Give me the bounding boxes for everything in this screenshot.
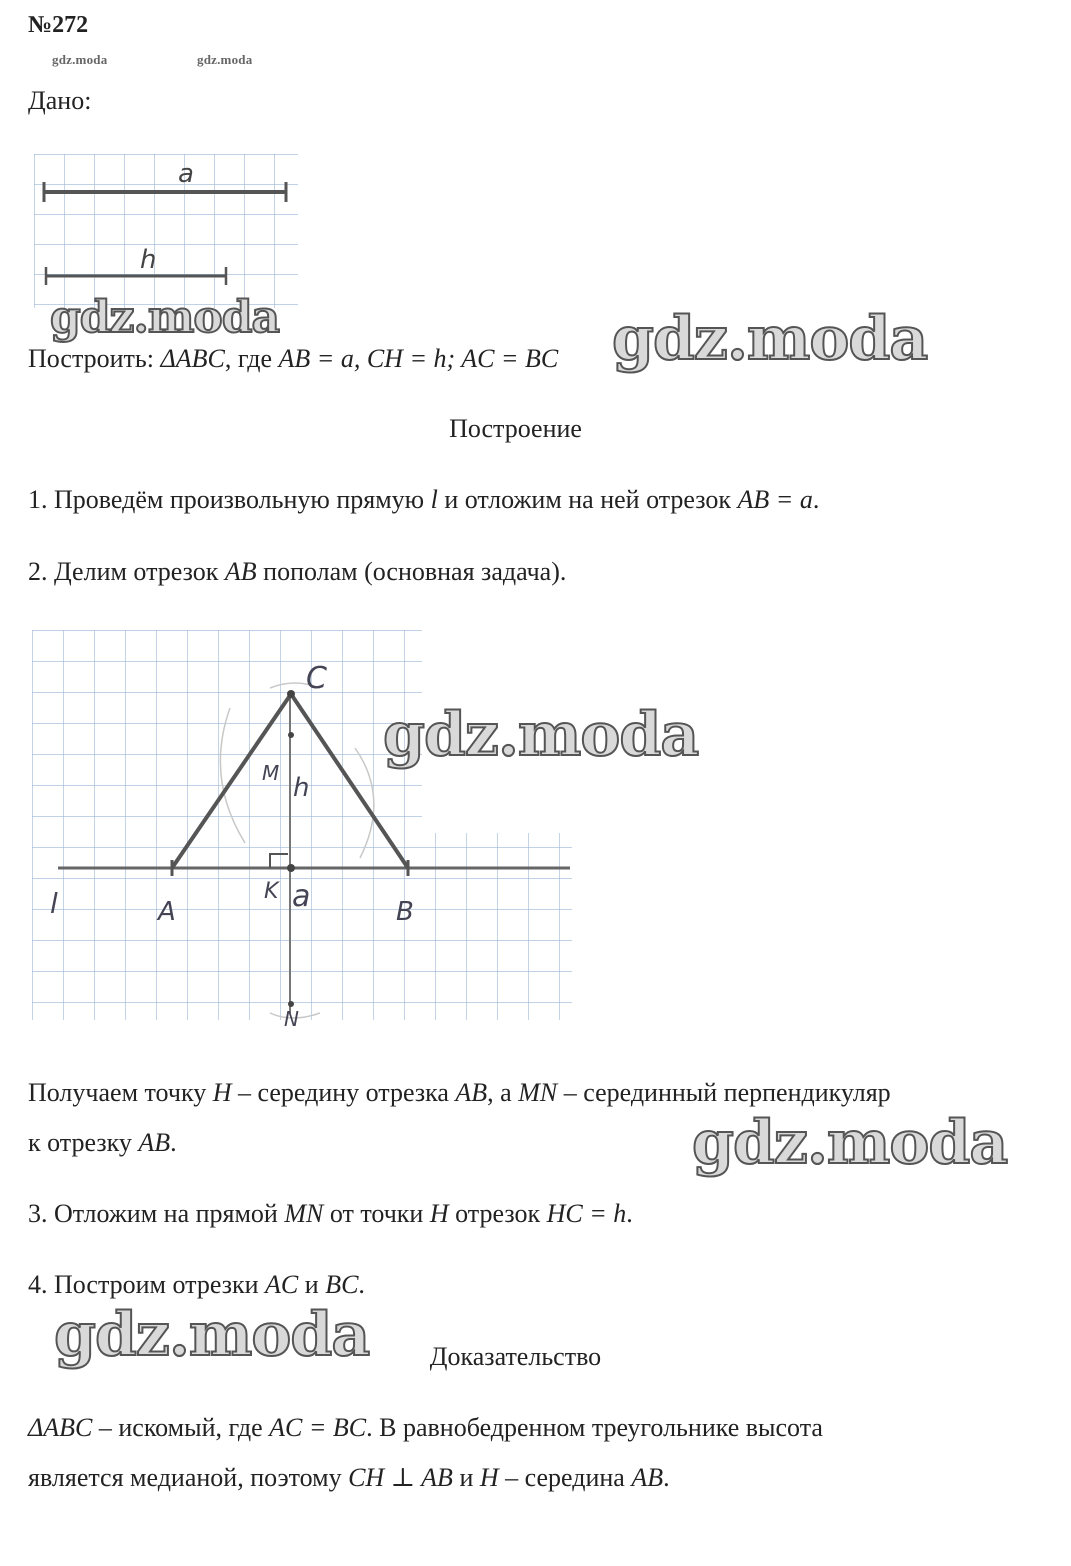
step-1: 1. Проведём произвольную прямую l и отложим на ней отрезок AB = a. (28, 485, 820, 514)
result-line-2: к отрезку AB. (28, 1128, 177, 1157)
watermark: gdz.moda (383, 700, 699, 770)
given-figure (30, 150, 300, 310)
label-a-point: A (158, 897, 176, 927)
step-4: 4. Построим отрезки AC и BC. (28, 1270, 365, 1299)
label-a: a (178, 159, 194, 189)
label-a-segment: a (292, 879, 311, 914)
label-c: C (306, 661, 327, 696)
task-prefix: Построить: (28, 344, 161, 373)
label-b: B (396, 897, 414, 927)
label-n: N (284, 1007, 299, 1028)
small-watermark: gdz.moda (52, 52, 108, 67)
construction-heading: Построение (449, 414, 582, 443)
grid (32, 630, 422, 1020)
watermark: gdz.moda (612, 304, 928, 374)
given-label: Дано: (28, 86, 92, 115)
proof-heading: Доказательство (429, 1342, 602, 1371)
step-3: 3. Отложим на прямой MN от точки H отрезок HC = h. (28, 1199, 633, 1228)
task-triangle: ΔABC (160, 344, 225, 373)
watermark: gdz.moda (54, 1300, 370, 1370)
small-watermark: gdz.moda (197, 52, 253, 67)
problem-number: №272 (28, 12, 89, 38)
label-h: h (140, 245, 157, 275)
step-2: 2. Делим отрезок AB пополам (основная задача). (28, 557, 567, 586)
label-m: M (262, 761, 280, 785)
task-conditions: AB = a, CH = h; AC = BC (278, 344, 559, 373)
label-l: l (50, 887, 58, 920)
proof-line-1: ΔABC – искомый, где AC = BC. В равнобедренном треугольнике высота (28, 1413, 823, 1442)
result-line-1: Получаем точку H – середину отрезка AB, а MN – серединный перпендикуляр (28, 1078, 891, 1107)
construction-figure (30, 628, 580, 1028)
watermark: gdz.moda (692, 1108, 1008, 1178)
label-k: K (264, 879, 279, 904)
grid (34, 154, 298, 308)
task-middle: , где (224, 344, 279, 373)
label-h: h (293, 773, 310, 803)
proof-line-2: является медианой, поэтому CH ⊥ AB и H – середина AB. (28, 1463, 670, 1492)
watermark: gdz.moda (50, 292, 280, 343)
task-line (28, 344, 558, 374)
